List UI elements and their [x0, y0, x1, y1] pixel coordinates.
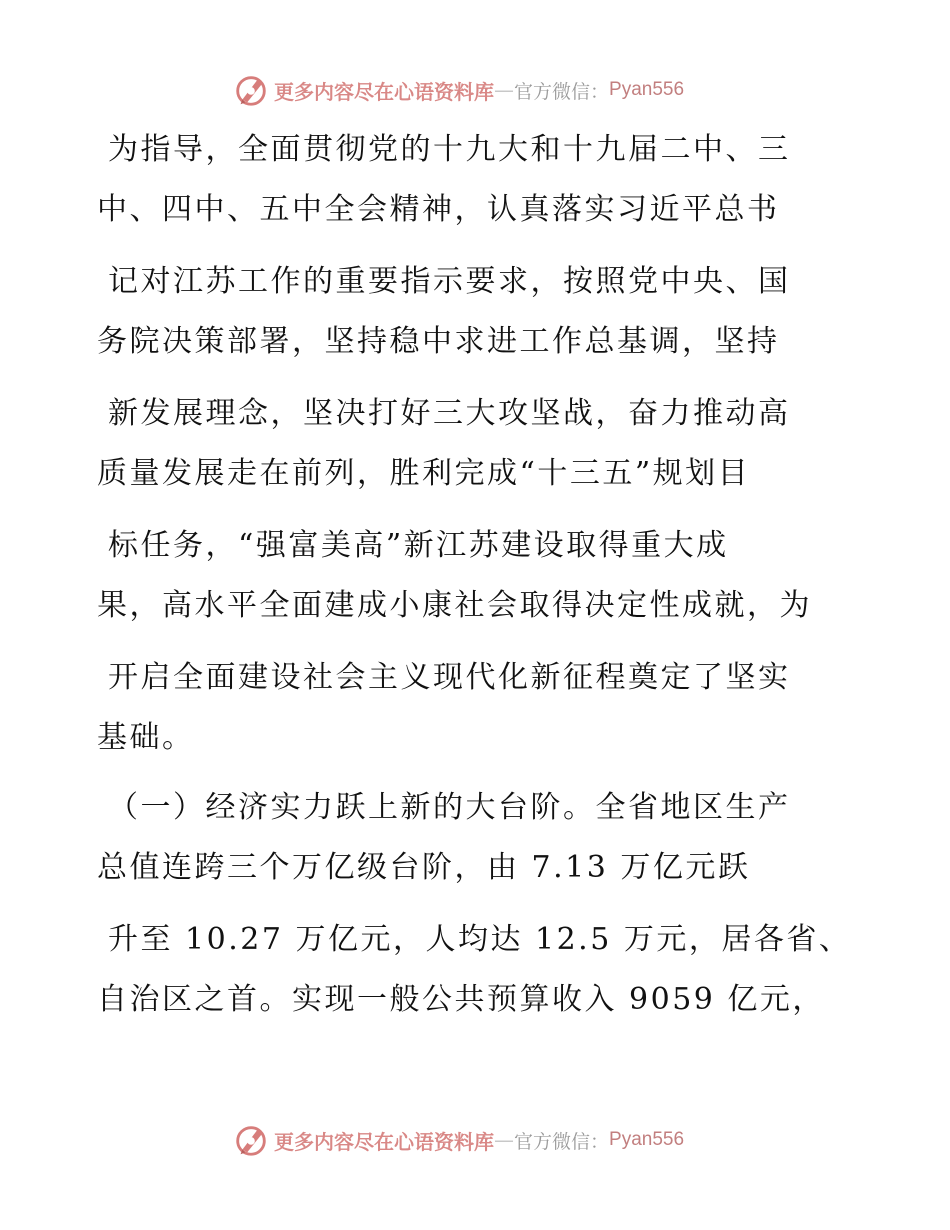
body-line: 新发展理念，坚决打好三大攻坚战，奋力推动高 [108, 396, 791, 431]
body-line: 果，高水平全面建成小康社会取得决定性成就，为 [97, 588, 812, 623]
body-line: 记对江苏工作的重要指示要求，按照党中央、国 [108, 264, 791, 299]
body-line: 基础。 [97, 720, 195, 755]
header-site-text: 更多内容尽在心语资料库 [274, 79, 494, 104]
body-line: 为指导，全面贯彻党的十九大和十九届二中、三 [108, 132, 791, 167]
footer-wechat-id: Pyan556 [609, 1129, 685, 1150]
header-watermark [232, 70, 684, 110]
pen-logo-icon [232, 1121, 270, 1159]
footer-wechat-label: 官方微信： [514, 1130, 610, 1153]
body-line: 中、四中、五中全会精神，认真落实习近平总书 [97, 192, 780, 227]
body-line: 标任务，“强富美高”新江苏建设取得重大成 [108, 528, 729, 563]
body-line: 自治区之首。实现一般公共预算收入 9059 亿元， [97, 982, 825, 1017]
footer-site-text: 更多内容尽在心语资料库 [274, 1129, 494, 1154]
header-wechat-label: 官方微信： [514, 80, 610, 103]
footer-watermark [232, 1120, 684, 1160]
pen-logo-icon [232, 71, 270, 109]
body-line: 开启全面建设社会主义现代化新征程奠定了坚实 [108, 660, 791, 695]
body-line: 升至 10.27 万亿元，人均达 12.5 万元，居各省、 [108, 922, 852, 957]
header-wechat-id: Pyan556 [609, 79, 685, 100]
body-line: （一）经济实力跃上新的大台阶。全省地区生产 [108, 790, 791, 825]
footer-dash: — [494, 1128, 514, 1152]
body-line: 务院决策部署，坚持稳中求进工作总基调，坚持 [97, 324, 780, 359]
header-dash: — [494, 78, 514, 102]
body-line: 质量发展走在前列，胜利完成“十三五”规划目 [97, 456, 751, 491]
body-line: 总值连跨三个万亿级台阶，由 7.13 万亿元跃 [97, 850, 751, 885]
